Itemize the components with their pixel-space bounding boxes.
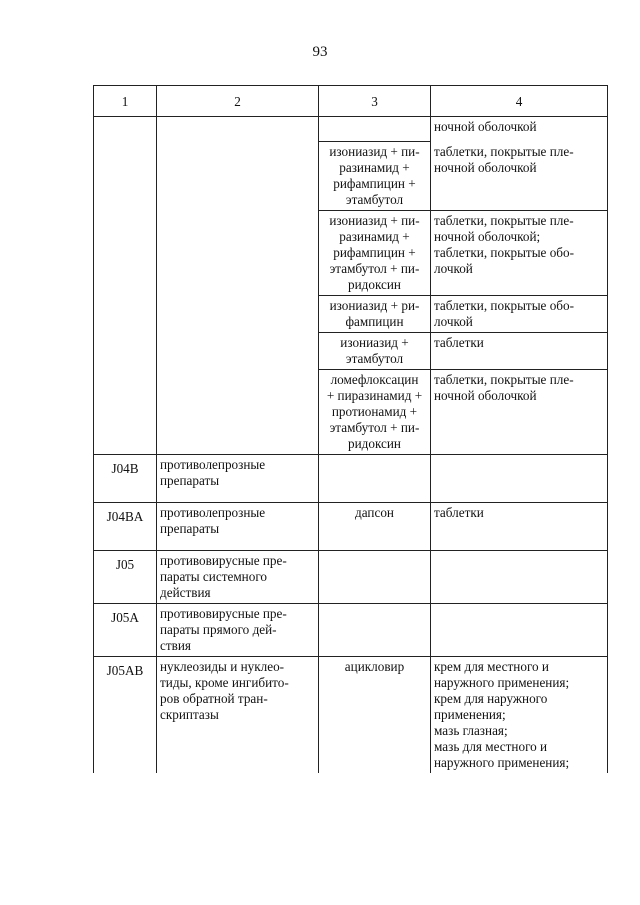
name-cell: противолепрозные препараты: [157, 503, 319, 551]
table-header-row: [94, 86, 608, 117]
inn-cell: ломефлоксацин + пиразинамид + протионамид + этамбутол + пи- ридоксин: [319, 370, 431, 455]
header-col-2: 2: [157, 86, 319, 117]
form-cell: ночной оболочкой: [431, 117, 608, 142]
name-cell: [157, 117, 319, 455]
code-cell: [94, 117, 157, 455]
inn-cell: изониазид + этамбутол: [319, 333, 431, 370]
form-cell: таблетки, покрытые обо- лочкой: [431, 296, 608, 333]
inn-cell: изониазид + пи- разинамид + рифампицин + этамбутол: [319, 142, 431, 211]
inn-cell: [319, 117, 431, 142]
inn-cell: [319, 455, 431, 503]
inn-cell: изониазид + ри- фампицин: [319, 296, 431, 333]
form-cell: таблетки, покрытые пле- ночной оболочкой; таблетки, покрытые обо- лочкой: [431, 211, 608, 296]
inn-cell: ацикловир: [319, 657, 431, 774]
table-row: [94, 657, 608, 774]
drug-table: [93, 85, 608, 773]
form-cell: крем для местного и наружного применения; крем для наружного применения; мазь глазная; мазь для местного и наружного применения;: [431, 657, 608, 774]
name-cell: противолепрозные препараты: [157, 455, 319, 503]
inn-cell: [319, 604, 431, 657]
table-row: [94, 604, 608, 657]
form-cell: таблетки, покрытые пле- ночной оболочкой: [431, 370, 608, 455]
code-cell: J05: [94, 551, 157, 604]
form-cell: таблетки: [431, 503, 608, 551]
code-cell: J05AB: [94, 657, 157, 774]
form-cell: таблетки: [431, 333, 608, 370]
table-row: [94, 117, 608, 142]
header-col-3: 3: [319, 86, 431, 117]
table-row: [94, 503, 608, 551]
header-col-1: 1: [94, 86, 157, 117]
header-col-4: 4: [431, 86, 608, 117]
code-cell: J04B: [94, 455, 157, 503]
inn-cell: [319, 551, 431, 604]
table-body: [94, 117, 608, 774]
name-cell: противовирусные пре- параты прямого дей- ствия: [157, 604, 319, 657]
name-cell: противовирусные пре- параты системного действия: [157, 551, 319, 604]
form-cell: таблетки, покрытые пле- ночной оболочкой: [431, 142, 608, 211]
form-cell: [431, 551, 608, 604]
page-number: 93: [312, 44, 328, 60]
inn-cell: дапсон: [319, 503, 431, 551]
code-cell: J04BA: [94, 503, 157, 551]
inn-cell: изониазид + пи- разинамид + рифампицин + этамбутол + пи- ридоксин: [319, 211, 431, 296]
table-row: [94, 551, 608, 604]
table-row: [94, 455, 608, 503]
code-cell: J05A: [94, 604, 157, 657]
name-cell: нуклеозиды и нуклео- тиды, кроме ингибито- ров обратной тран- скриптазы: [157, 657, 319, 774]
form-cell: [431, 455, 608, 503]
form-cell: [431, 604, 608, 657]
